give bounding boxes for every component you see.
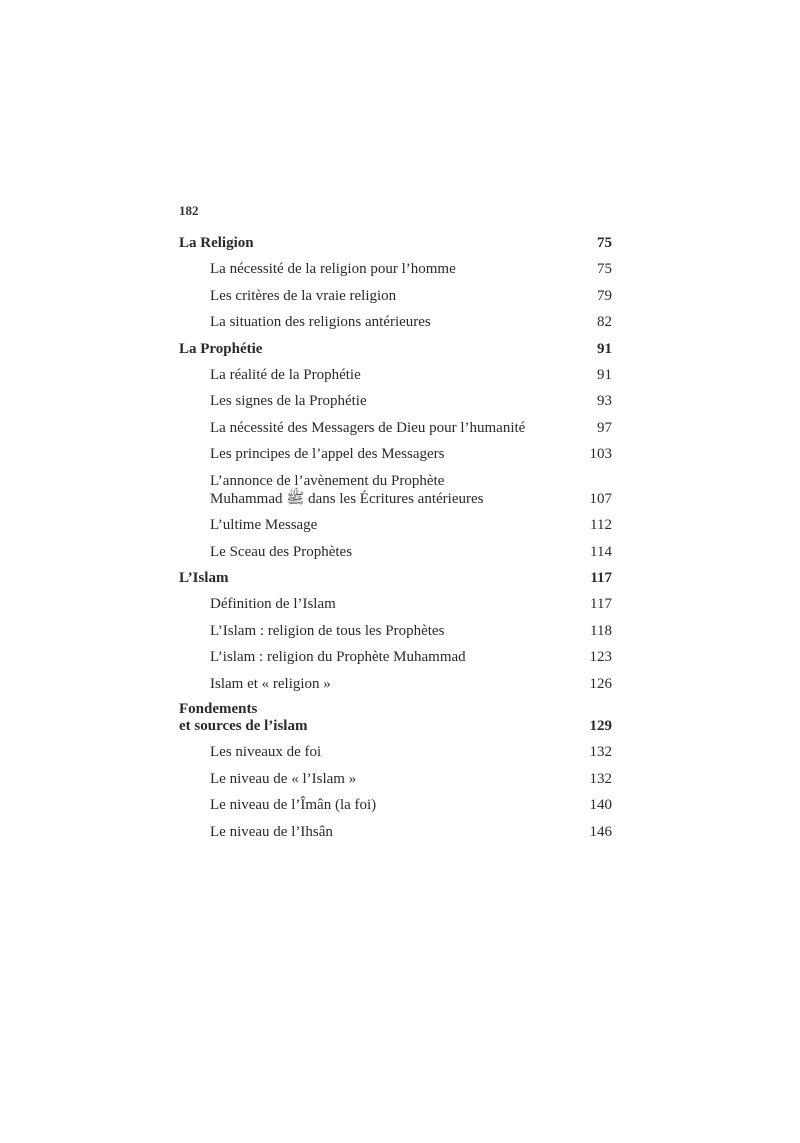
entry-page: 93 [597, 393, 612, 409]
entry-title: La situation des religions antérieures [210, 314, 431, 330]
toc-entry[interactable] [179, 260, 612, 278]
entry-title: Le niveau de l’Ihsân [210, 823, 333, 840]
entry-page: 112 [590, 517, 612, 533]
entry-title: L’islam : religion du Prophète Muhammad [210, 649, 466, 665]
toc-entry[interactable] [179, 595, 612, 613]
entry-page: 91 [597, 366, 612, 383]
entry-page: 97 [597, 419, 612, 436]
toc-entry[interactable] [179, 313, 612, 331]
toc-entry[interactable] [179, 472, 612, 508]
entry-title: Les signes de la Prophétie [210, 393, 367, 409]
entry-page: 123 [589, 649, 612, 665]
entry-title: Islam et « religion » [210, 675, 331, 692]
section-page: 91 [597, 340, 612, 357]
section-page: 129 [589, 718, 612, 734]
section-title-line-2: et sources de l’islam [179, 718, 308, 734]
toc-entry[interactable] [179, 543, 612, 561]
section-page: 75 [597, 235, 612, 251]
entry-page: 126 [589, 675, 612, 692]
entry-page: 107 [589, 490, 612, 507]
toc-section-islam[interactable] [179, 569, 612, 587]
entry-page: 103 [589, 446, 612, 462]
section-title [179, 701, 590, 735]
entry-page: 114 [590, 543, 612, 560]
entry-title: Le niveau de « l’Islam » [210, 770, 357, 787]
toc-entry[interactable] [179, 419, 612, 437]
entry-title-line-2: Muhammad ﷺ dans les Écritures antérieures [210, 490, 484, 507]
section-title: La Prophétie [179, 340, 263, 357]
toc-entry[interactable] [179, 743, 612, 761]
page-number: 182 [179, 203, 199, 218]
entry-page: 132 [589, 744, 612, 760]
toc-entry[interactable] [179, 392, 612, 410]
toc-entry[interactable] [179, 823, 612, 841]
entry-title: La réalité de la Prophétie [210, 366, 361, 383]
toc-entry[interactable] [179, 516, 612, 534]
section-page: 117 [590, 570, 612, 586]
section-title-line-1: Fondements [179, 701, 258, 717]
entry-title: Les niveaux de foi [210, 744, 322, 760]
toc-entry[interactable] [179, 675, 612, 693]
entry-title: L’ultime Message [210, 517, 318, 533]
entry-title: L’Islam : religion de tous les Prophètes [210, 622, 445, 639]
toc-entry[interactable] [179, 770, 612, 788]
toc-section-prophetie[interactable] [179, 340, 612, 358]
entry-title [210, 472, 590, 508]
toc-section-fondements[interactable] [179, 701, 612, 735]
toc-entry[interactable] [179, 366, 612, 384]
entry-title: Les critères de la vraie religion [210, 287, 397, 304]
entry-title: Définition de l’Islam [210, 596, 336, 612]
toc-entry[interactable] [179, 796, 612, 814]
entry-page: 146 [589, 823, 612, 840]
toc-entry[interactable] [179, 445, 612, 463]
section-title: L’Islam [179, 570, 229, 586]
entry-title: La nécessité des Messagers de Dieu pour l’humanité [210, 419, 526, 436]
entry-page: 140 [589, 797, 612, 813]
entry-page: 75 [597, 261, 612, 277]
toc-entry[interactable] [179, 622, 612, 640]
entry-title: Le niveau de l’Îmân (la foi) [210, 797, 377, 813]
entry-page: 132 [589, 770, 612, 787]
entry-page: 82 [597, 314, 612, 330]
toc-entry[interactable] [179, 648, 612, 666]
entry-page: 118 [590, 622, 612, 639]
section-title: La Religion [179, 235, 254, 251]
entry-title: Le Sceau des Prophètes [210, 543, 353, 560]
table-of-contents [179, 234, 612, 849]
toc-entry[interactable] [179, 287, 612, 305]
entry-page: 117 [590, 596, 612, 612]
entry-title: La nécessité de la religion pour l’homme [210, 261, 456, 277]
entry-page: 79 [597, 287, 612, 304]
entry-title: Les principes de l’appel des Messagers [210, 446, 445, 462]
entry-title-line-1: L’annonce de l’avènement du Prophète [210, 472, 445, 489]
toc-section-religion[interactable] [179, 234, 612, 252]
